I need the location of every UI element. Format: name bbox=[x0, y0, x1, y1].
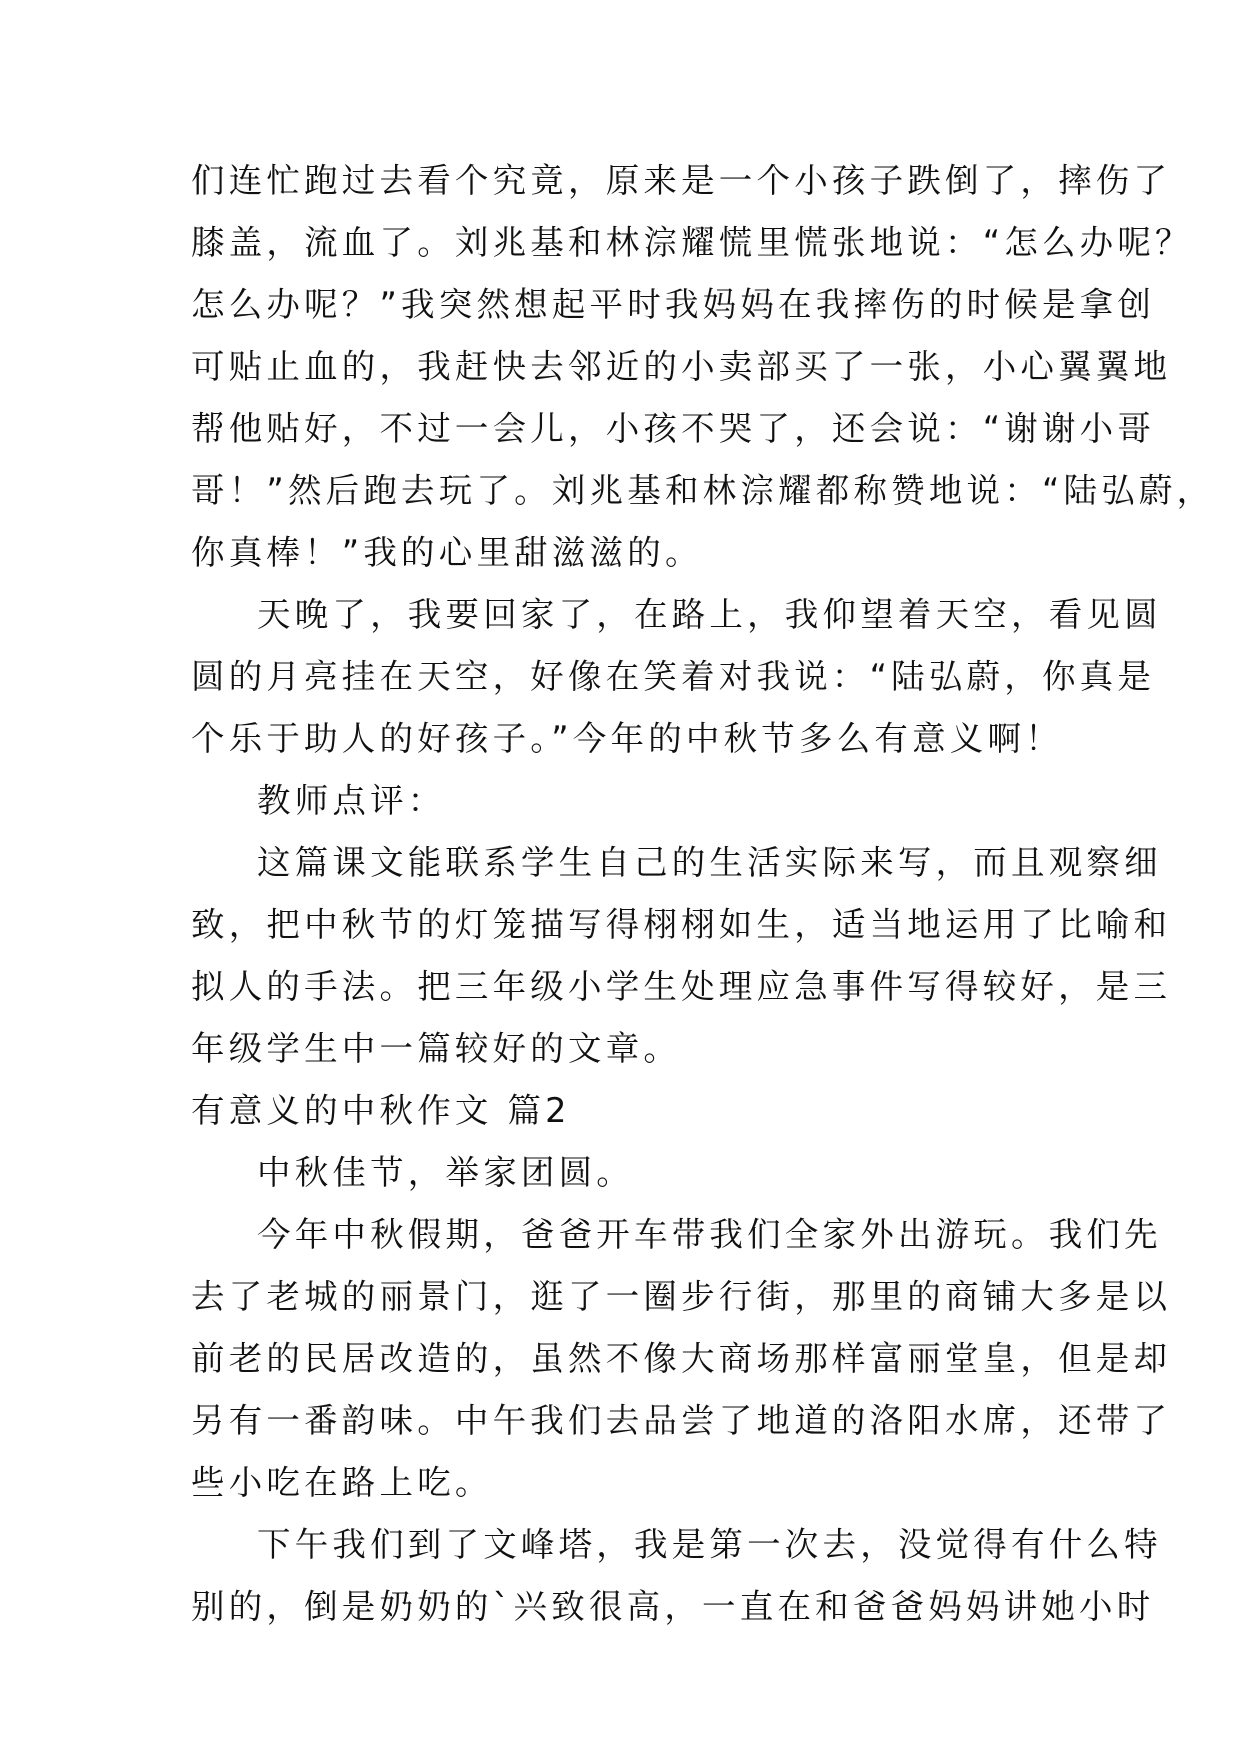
teacher-comment-heading: 教师点评： bbox=[257, 781, 446, 820]
paragraph-first-line: 这篇课文能联系学生自己的生活实际来写，而且观察细 bbox=[257, 843, 1162, 882]
text-line: 前老的民居改造的，虽然不像大商场那样富丽堂皇，但是却 bbox=[191, 1339, 1172, 1378]
text-line: 哥！”然后跑去玩了。刘兆基和林淙耀都称赞地说：“陆弘蔚， bbox=[191, 471, 1215, 510]
text-line: 年级学生中一篇较好的文章。 bbox=[191, 1029, 682, 1068]
text-line: 去了老城的丽景门，逛了一圈步行街，那里的商铺大多是以 bbox=[191, 1277, 1172, 1316]
text-line: 圆的月亮挂在天空，好像在笑着对我说：“陆弘蔚，你真是 bbox=[191, 657, 1156, 696]
text-line: 另有一番韵味。中午我们去品尝了地道的洛阳水席，还带了 bbox=[191, 1401, 1172, 1440]
paragraph-first-line: 下午我们到了文峰塔，我是第一次去，没觉得有什么特 bbox=[257, 1525, 1162, 1564]
text-line: 个乐于助人的好孩子。”今年的中秋节多么有意义啊！ bbox=[191, 719, 1063, 758]
text-line: 你真棒！”我的心里甜滋滋的。 bbox=[191, 533, 703, 572]
text-line: 别的，倒是奶奶的`兴致很高，一直在和爸爸妈妈讲她小时 bbox=[191, 1587, 1155, 1626]
text-line: 帮他贴好，不过一会儿，小孩不哭了，还会说：“谢谢小哥 bbox=[191, 409, 1156, 448]
text-line: 致，把中秋节的灯笼描写得栩栩如生，适当地运用了比喻和 bbox=[191, 905, 1172, 944]
text-line: 们连忙跑过去看个究竟，原来是一个小孩子跌倒了，摔伤了 bbox=[191, 161, 1172, 200]
paragraph-first-line: 中秋佳节，举家团圆。 bbox=[257, 1153, 634, 1192]
text-line: 怎么办呢？”我突然想起平时我妈妈在我摔伤的时候是拿创 bbox=[191, 285, 1156, 324]
text-line: 可贴止血的，我赶快去邻近的小卖部买了一张，小心翼翼地 bbox=[191, 347, 1172, 386]
section-title: 有意义的中秋作文 篇2 bbox=[191, 1091, 571, 1130]
paragraph-first-line: 天晚了，我要回家了，在路上，我仰望着天空，看见圆 bbox=[257, 595, 1162, 634]
text-line: 些小吃在路上吃。 bbox=[191, 1463, 493, 1502]
paragraph-first-line: 今年中秋假期，爸爸开车带我们全家外出游玩。我们先 bbox=[257, 1215, 1162, 1254]
text-line: 膝盖，流血了。刘兆基和林淙耀慌里慌张地说：“怎么办呢？ bbox=[191, 223, 1193, 262]
text-line: 拟人的手法。把三年级小学生处理应急事件写得较好，是三 bbox=[191, 967, 1172, 1006]
